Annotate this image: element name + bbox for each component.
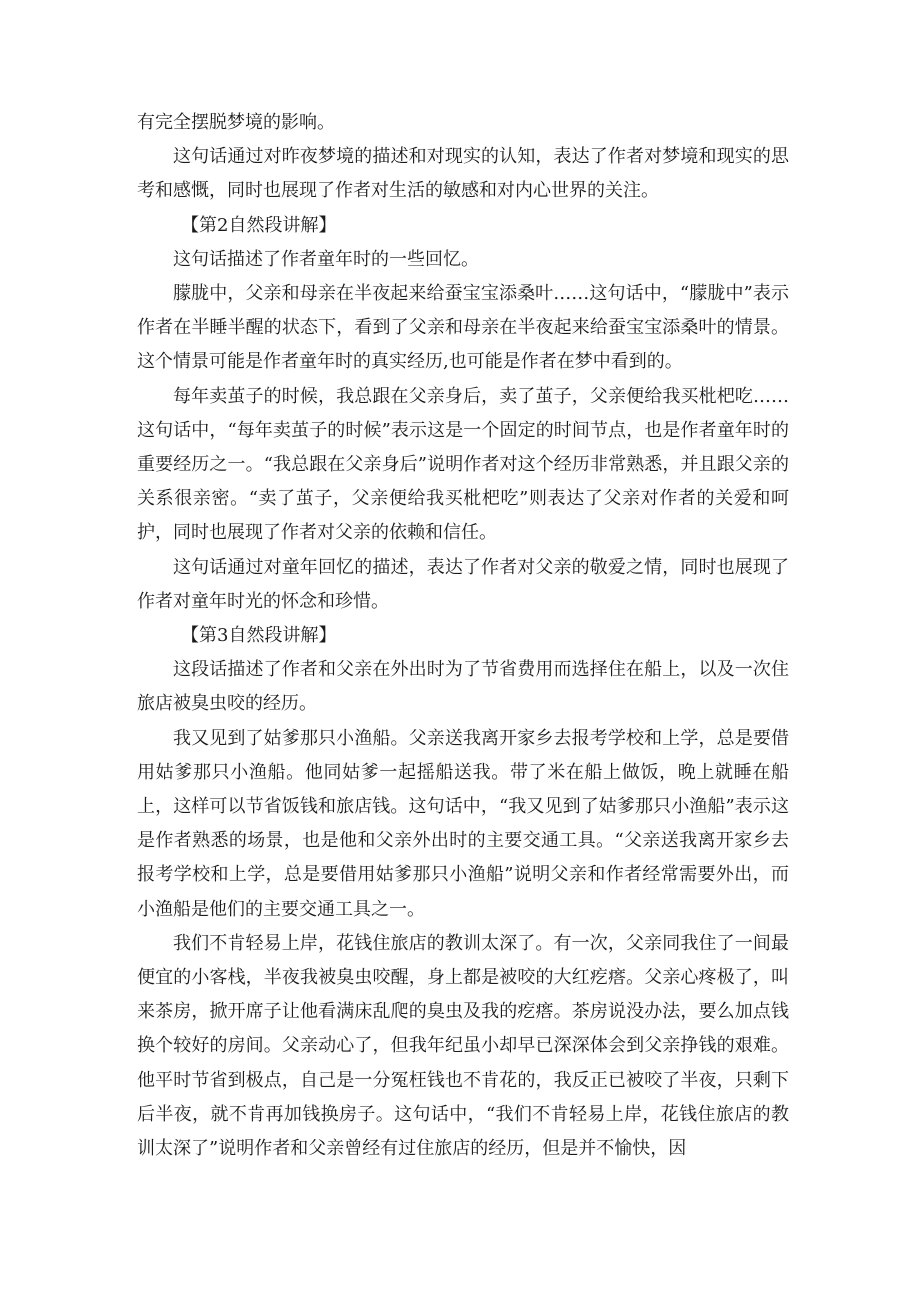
paragraph: 有完全摆脱梦境的影响。 — [137, 112, 335, 133]
section-heading: 【第2自然段讲解】 — [181, 214, 337, 236]
paragraph: 每年卖茧子的时候，我总跟在父亲身后，卖了茧子，父亲便给我买枇杷吃……这句话中，“每年卖茧子的时候”表示这是一个固定的时间节点，也是作者童年时的重要经历之一。“我总跟在父亲身后”说明作者对这个经历非常熟悉，并且跟父亲的关系很亲密。“卖了茧子，父亲便给我买枇杷吃”则表达了父亲对作者的关爱和呵护，同时也展现了作者对父亲的依赖和信任。 — [137, 385, 789, 544]
paragraph: 这句话描述了作者童年时的一些回忆。 — [173, 248, 479, 270]
paragraph: 我又见到了姑爹那只小渔船。父亲送我离开家乡去报考学校和上学，总是要借用姑爹那只小渔船。他同姑爹一起摇船送我。带了米在船上做饭，晚上就睡在船上，这样可以节省饭钱和旅店钱。这句话中，“我又见到了姑爹那只小渔船”表示这是作者熟悉的场景，也是他和父亲外出时的主要交通工具。“父亲送我离开家乡去报考学校和上学，总是要借用姑爹那只小渔船”说明父亲和作者经常需要外出，而小渔船是他们的主要交通工具之一。 — [137, 727, 789, 920]
paragraph: 朦胧中，父亲和母亲在半夜起来给蚕宝宝添桑叶……这句话中，“朦胧中”表示作者在半睡半醒的状态下，看到了父亲和母亲在半夜起来给蚕宝宝添桑叶的情景。这个情景可能是作者童年时的真实经历,也可能是作者在梦中看到的。 — [137, 283, 789, 373]
paragraph: 我们不肯轻易上岸，花钱住旅店的教训太深了。有一次，父亲同我住了一间最便宜的小客栈，半夜我被臭虫咬醒，身上都是被咬的大红疙瘩。父亲心疼极了，叫来茶房，掀开席子让他看满床乱爬的臭虫及我的疙瘩。茶房说没办法，要么加点钱换个较好的房间。父亲动心了，但我年纪虽小却早已深深体会到父亲挣钱的艰难。他平时节省到极点，自己是一分冤枉钱也不肯花的，我反正已被咬了半夜，只剩下后半夜，就不肯再加钱换房子。这句话中，“我们不肯轻易上岸，花钱住旅店的教训太深了”说明作者和父亲曾经有过住旅店的经历，但是并不愉快，因 — [137, 932, 789, 1160]
paragraph: 这句话通过对昨夜梦境的描述和对现实的认知，表达了作者对梦境和现实的思考和感慨，同时也展现了作者对生活的敏感和对内心世界的关注。 — [137, 146, 789, 202]
section-heading: 【第3自然段讲解】 — [181, 625, 337, 647]
paragraph: 这句话通过对童年回忆的描述，表达了作者对父亲的敬爱之情，同时也展现了作者对童年时光的怀念和珍惜。 — [137, 556, 789, 612]
paragraph: 这段话描述了作者和父亲在外出时为了节省费用而选择住在船上，以及一次住旅店被臭虫咬的经历。 — [137, 659, 789, 715]
document-page — [137, 106, 789, 1166]
